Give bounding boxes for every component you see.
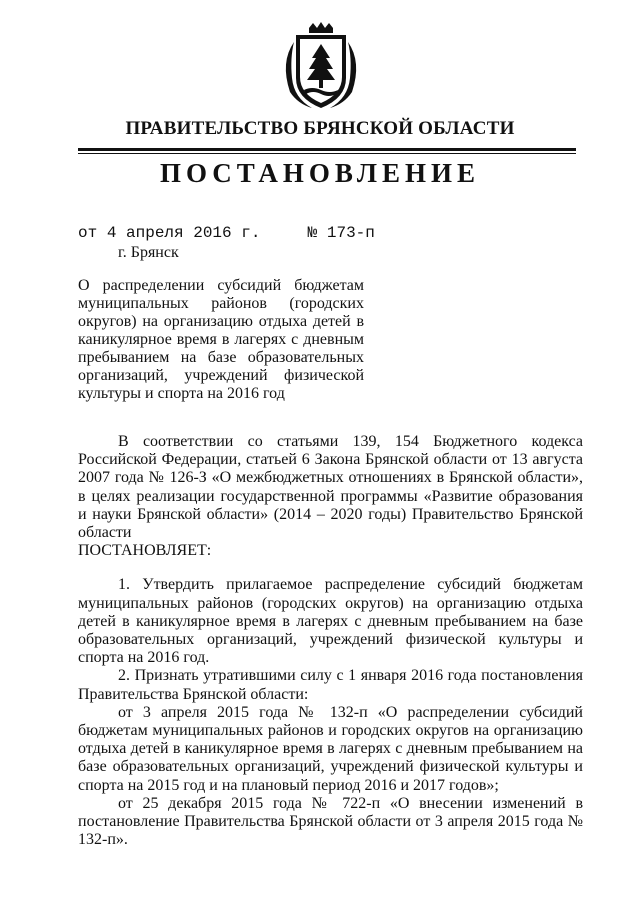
city: г. Брянск bbox=[118, 244, 179, 261]
document-body bbox=[78, 433, 583, 849]
organization-title: ПРАВИТЕЛЬСТВО БРЯНСКОЙ ОБЛАСТИ bbox=[125, 118, 515, 139]
preamble-paragraph: В соответствии со статьями 139, 154 Бюджетного кодекса Российской Федерации, статьей 6 Закона Брянской области от 13 августа 2007 года № 126-З «О межбюджетных отношениях в Брянской области», в целях реализации государственной программы «Развитие образования и науки Брянской области» (2014 – 2020 годы) Правительство Брянской области bbox=[78, 433, 583, 542]
document-date: 4 апреля 2016 г. bbox=[106, 224, 261, 242]
header-divider-thin bbox=[78, 153, 576, 154]
document-type-heading: ПОСТАНОВЛЕНИЕ bbox=[159, 158, 481, 188]
date-prefix: от bbox=[78, 224, 98, 242]
item-2-paragraph: 2. Признать утратившими силу с 1 января 2016 года постановления Правительства Брянской области: bbox=[78, 667, 583, 703]
number-label: № bbox=[307, 224, 318, 242]
header-divider bbox=[78, 148, 576, 151]
document-subject: О распределении субсидий бюджетам муниципальных районов (городских округов) на организацию отдыха детей в каникулярное время в лагерях с дневным пребыванием на базе образовательных организаций, учреждений физической культуры и спорта на 2016 год bbox=[78, 277, 364, 402]
coat-of-arms-icon bbox=[272, 22, 370, 110]
document-meta bbox=[78, 224, 375, 242]
document-number: 173-п bbox=[326, 224, 375, 242]
item-2a-paragraph: от 3 апреля 2015 года № 132-п «О распределении субсидий бюджетам муниципальных районов и городских округов на организацию отдыха детей в каникулярное время в лагерях с дневным пребыванием на базе образовательных организаций, учреждений физической культуры и спорта на 2015 год и на плановый период 2016 и 2017 годов»; bbox=[78, 703, 583, 794]
item-1-paragraph: 1. Утвердить прилагаемое распределение субсидий бюджетам муниципальных районов (городских округов) на организацию отдыха детей в каникулярное время в лагерях с дневным пребыванием на базе образовательных организаций, учреждений физической культуры и спорта на 2016 год. bbox=[78, 576, 583, 667]
item-2b-paragraph: от 25 декабря 2015 года № 722-п «О внесении изменений в постановление Правительства Брянской области от 3 апреля 2015 года № 132-п». bbox=[78, 794, 583, 849]
decree-word: ПОСТАНОВЛЯЕТ: bbox=[78, 542, 212, 560]
